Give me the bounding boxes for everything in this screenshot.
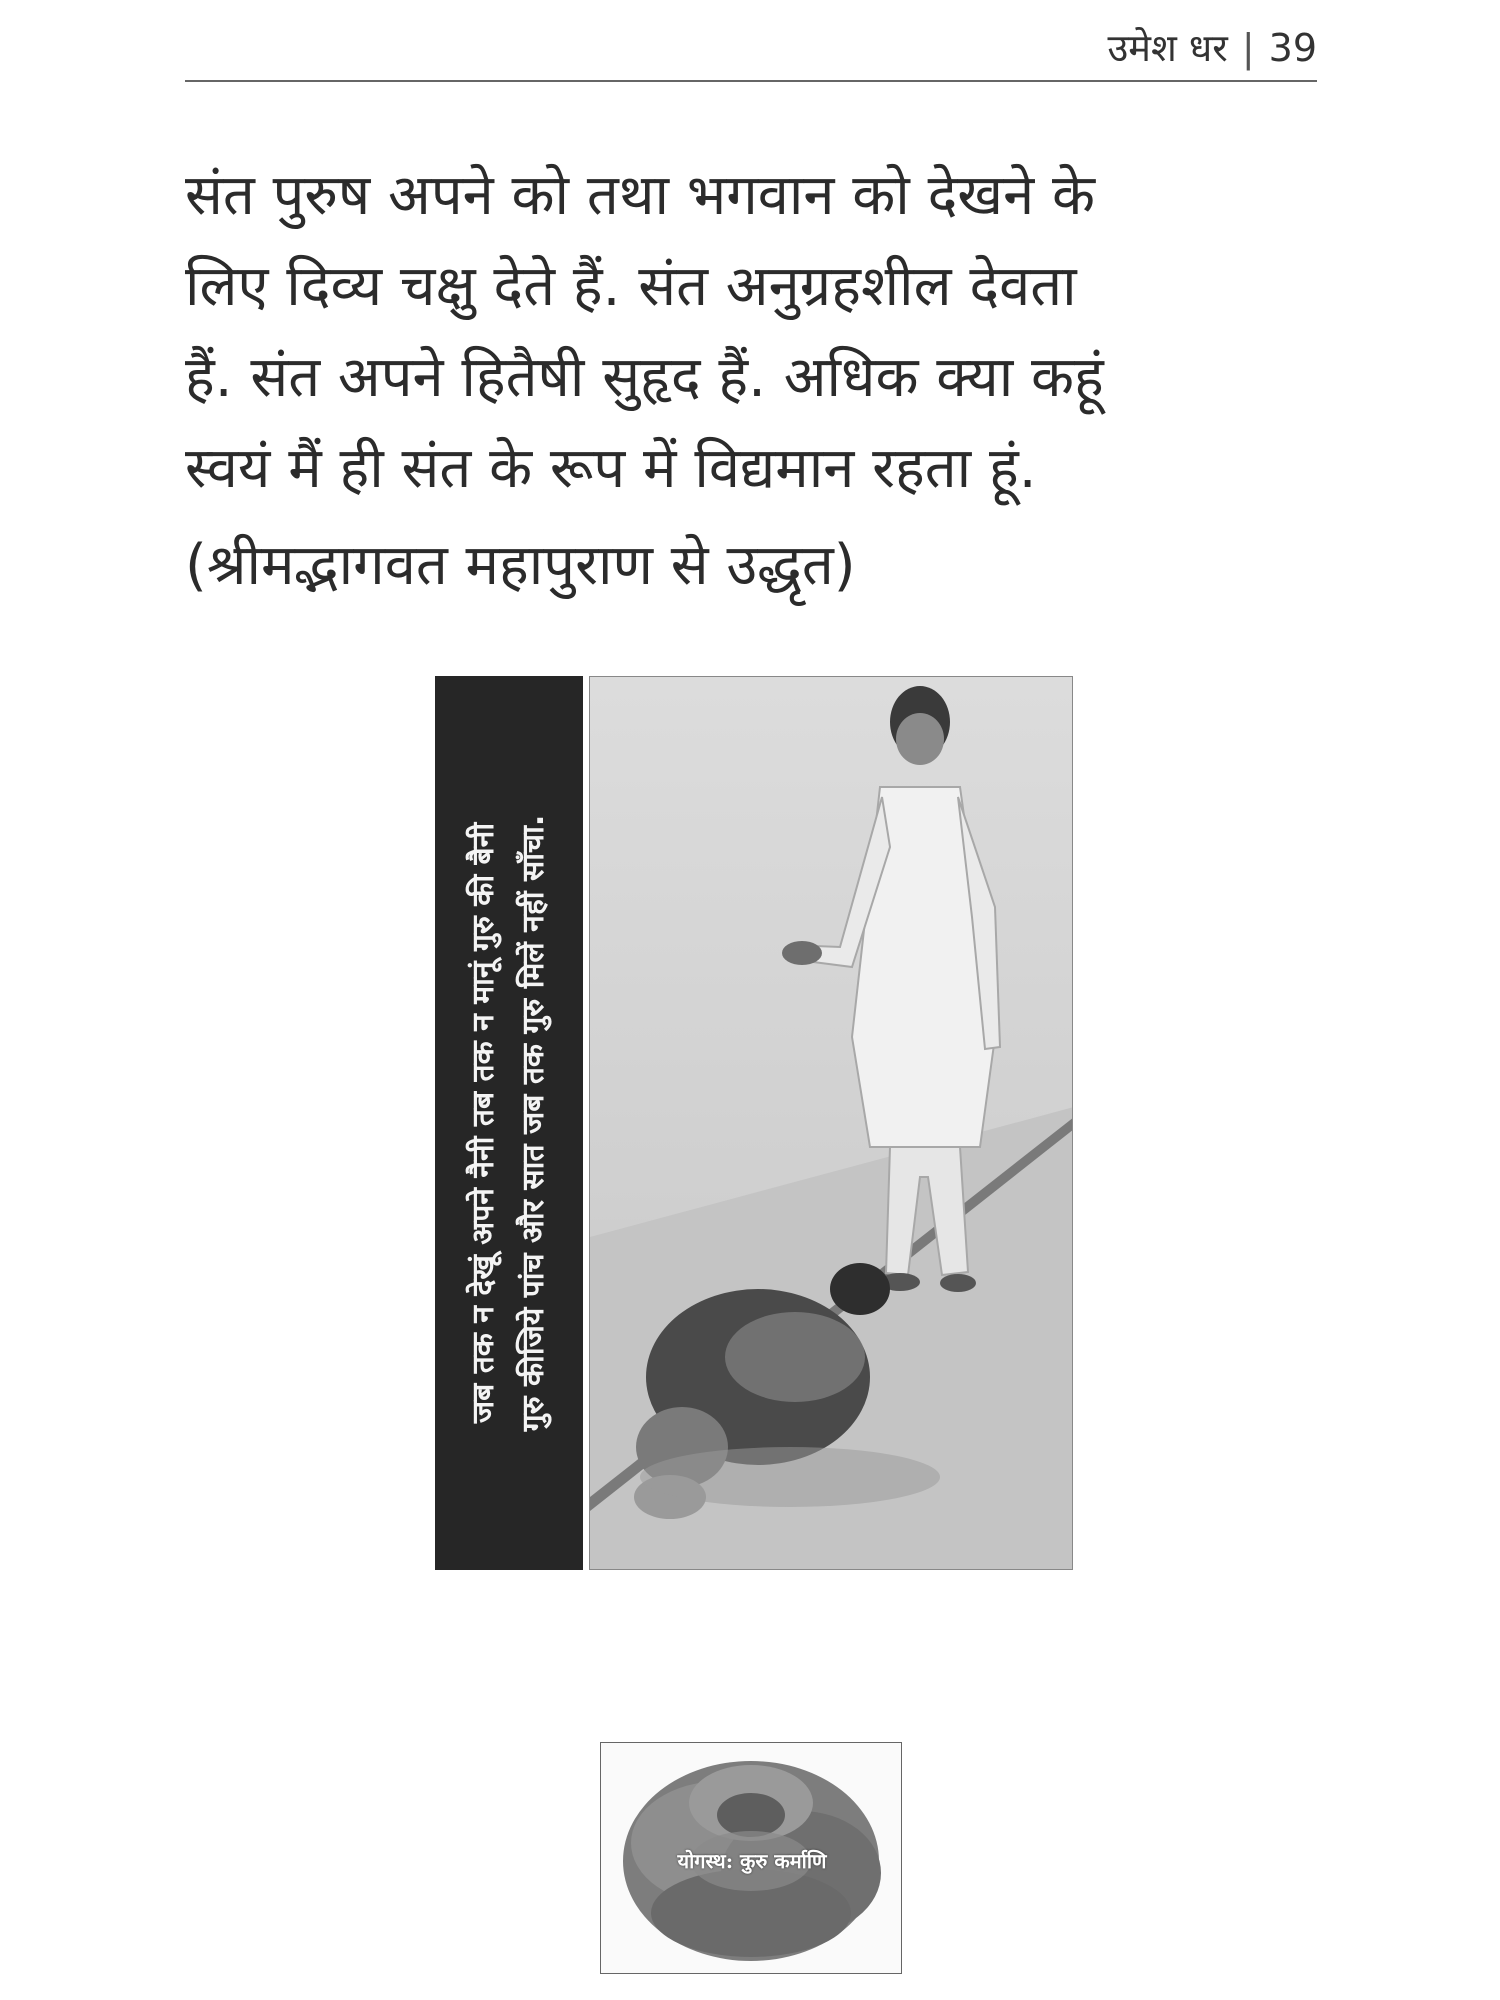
body-line: हैं. संत अपने हितैषी सुहृद हैं. अधिक क्या कहूं bbox=[185, 345, 1104, 410]
figure-photo bbox=[589, 676, 1073, 1570]
body-line: संत पुरुष अपने को तथा भगवान को देखने के bbox=[185, 163, 1095, 228]
header-rule bbox=[185, 80, 1317, 82]
rose-emblem bbox=[600, 1742, 902, 1974]
photo-illustration bbox=[590, 677, 1073, 1570]
page-number: 39 bbox=[1268, 26, 1317, 70]
citation: (श्रीमद्भागवत महापुराण से उद्धृत) bbox=[185, 533, 856, 598]
body-line: लिए दिव्य चक्षु देते हैं. संत अनुग्रहशील देवता bbox=[185, 254, 1077, 319]
emblem-motto: योगस्थ: कुरु कर्माणि bbox=[677, 1849, 827, 1873]
figure-caption-strip bbox=[435, 676, 583, 1570]
body-paragraph bbox=[185, 150, 1317, 514]
guru-figure bbox=[435, 676, 1073, 1570]
caption-line: जब तक न देखूं अपने नैनी तब तक न मानूं गुरु की बैनी bbox=[466, 822, 501, 1424]
figure-caption bbox=[459, 683, 559, 1563]
running-header bbox=[185, 18, 1317, 78]
header-separator: | bbox=[1241, 26, 1255, 70]
author-name: उमेश धर bbox=[1107, 26, 1228, 70]
caption-line: गुरु कीजिये पांच और सात जब तक गुरु मिलें नहीं साँचा. bbox=[516, 814, 551, 1432]
body-line: स्वयं मैं ही संत के रूप में विद्यमान रहता हूं. bbox=[185, 436, 1037, 501]
